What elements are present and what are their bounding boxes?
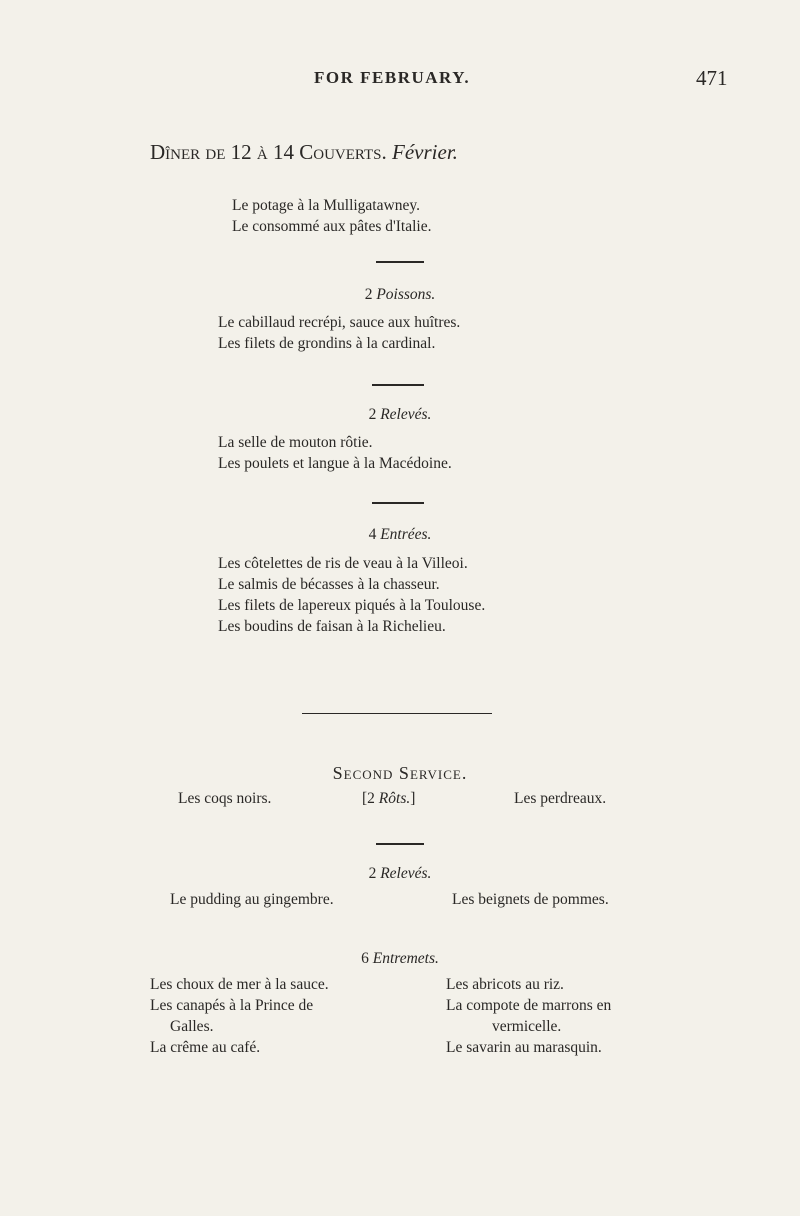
entrees-heading [0,526,800,544]
entremet-left-item: Galles. [170,1018,214,1035]
releves2-count: 2 [368,865,377,882]
poissons-title: Poissons. [376,286,436,303]
section-rule [302,713,492,714]
entremet-left-item: La crême au café. [150,1039,261,1056]
entremet-right-item: vermicelle. [492,1018,562,1035]
poisson-item: Les filets de grondins à la cardinal. [218,335,436,352]
menu-heading-month: Février. [392,140,458,164]
section-rule [372,384,424,386]
running-head-title: FOR FEBRUARY. [314,68,471,87]
section-rule [372,502,424,504]
entremets-count: 6 [361,950,369,967]
entremet-right-item: Les abricots au riz. [446,976,564,993]
releve-item: La selle de mouton rôtie. [218,434,373,451]
entrees-title: Entrées. [380,526,432,543]
section-rule [376,261,424,263]
entree-item: Les boudins de faisan à la Richelieu. [218,618,446,635]
entremet-right-item: La compote de marrons en [446,997,612,1014]
entremet-right-item: Le savarin au marasquin. [446,1039,602,1056]
rots-label [362,790,415,808]
rots-label-open: [2 [362,790,379,807]
rots-right-item: Les perdreaux. [514,790,607,807]
entremet-left-item: Les canapés à la Prince de [150,997,314,1014]
releve2-left-item: Le pudding au gingembre. [170,891,334,908]
rots-label-text: Rôts. [378,790,411,807]
releves-heading [0,406,800,424]
rots-left-item: Les coqs noirs. [178,790,272,807]
section-rule [376,843,424,845]
entremets-heading [0,950,800,968]
entree-item: Les filets de lapereux piqués à la Toulouse. [218,597,486,614]
poissons-heading [0,286,800,304]
entree-item: Le salmis de bécasses à la chasseur. [218,576,440,593]
entree-item: Les côtelettes de ris de veau à la Villeoi. [218,555,468,572]
releves-count: 2 [368,406,377,423]
poisson-item: Le cabillaud recrépi, sauce aux huîtres. [218,314,461,331]
second-service-title: Second Service. [332,763,468,783]
releve-item: Les poulets et langue à la Macédoine. [218,455,452,472]
releves2-title: Relevés. [380,865,432,882]
rots-label-close: ] [410,790,416,807]
releve2-right-item: Les beignets de pommes. [452,891,609,908]
potage-item: Le consommé aux pâtes d'Italie. [232,218,432,235]
entrees-count: 4 [368,526,377,543]
menu-heading [150,140,458,165]
poissons-count: 2 [364,286,373,303]
potage-item: Le potage à la Mulligatawney. [232,197,420,214]
releves-title: Relevés. [380,406,432,423]
entremets-title: Entremets. [372,950,439,967]
page-number: 471 [696,66,728,90]
menu-heading-main: Dîner de 12 à 14 Couverts. [150,140,387,164]
entremet-left-item: Les choux de mer à la sauce. [150,976,329,993]
running-head [0,66,800,96]
releves2-heading [0,865,800,883]
